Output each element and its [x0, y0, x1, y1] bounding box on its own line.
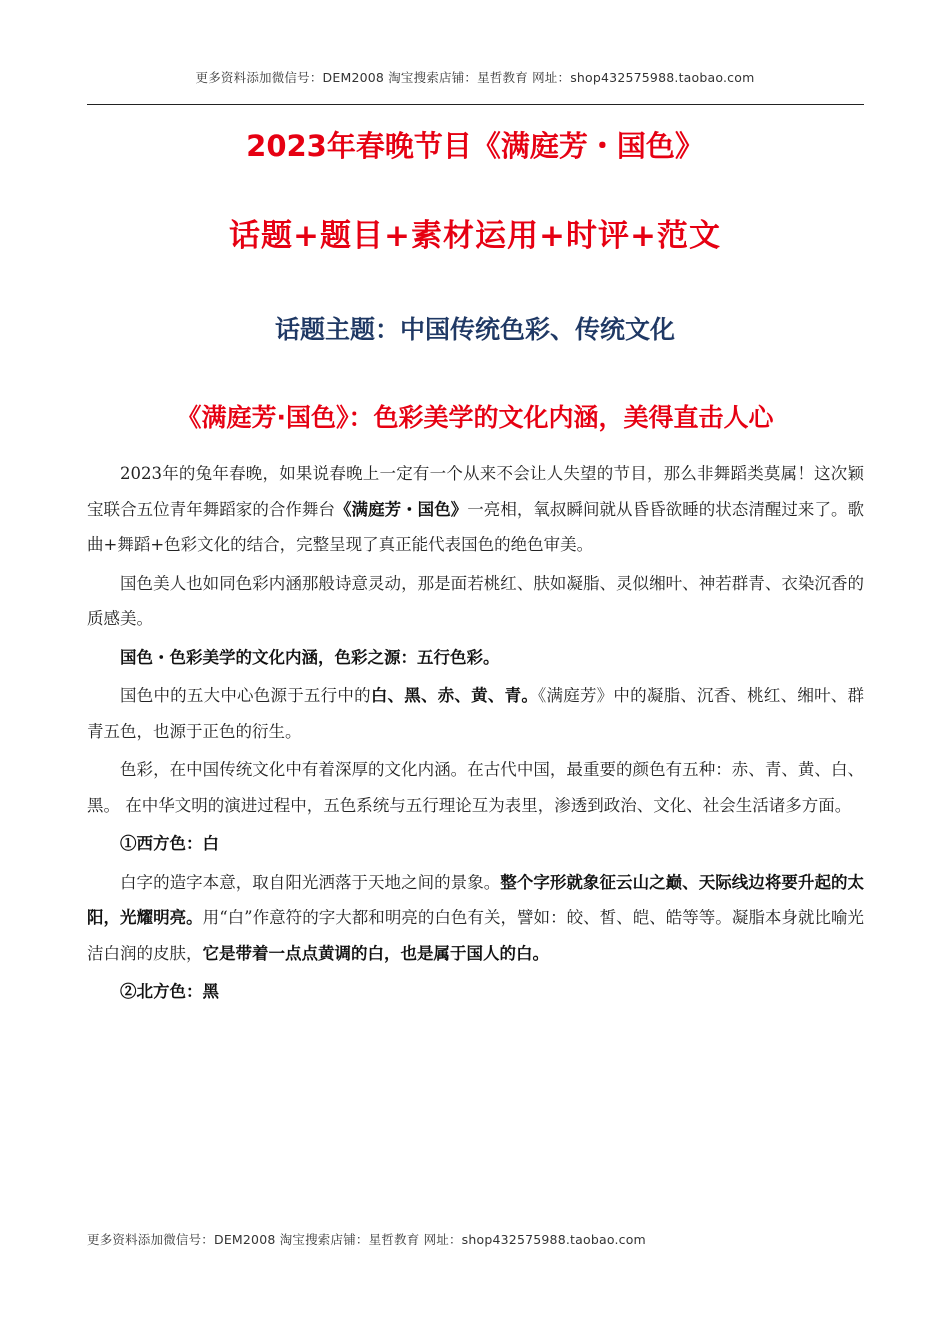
program-name-bold: 《满庭芳・国色》	[335, 499, 468, 519]
paragraph-2: 国色美人也如同色彩内涵那般诗意灵动，那是面若桃红、肤如凝脂、灵似缃叶、神若群青、衣染沉香的质感美。	[87, 573, 864, 628]
paragraph-4-text-a: 国色中的五大中心色源于五行中的	[120, 686, 371, 705]
subheading-west-white-text: ①西方色：白	[120, 834, 219, 853]
paragraph-7-bold-d: 它是带着一点点黄调的白，也是属于国人的白。	[202, 943, 549, 963]
paragraph-5: 色彩，在中国传统文化中有着深厚的文化内涵。在古代中国，最重要的颜色有五种：赤、青、黄、白、黑。 在中华文明的演进过程中，五色系统与五行理论互为表里，渗透到政治、文化、社会生活诸多方面。	[87, 760, 864, 815]
paragraph-7-bold-b: 整个字形就象征云山之巅、天际线边将要升起的太阳，光耀明亮。	[87, 872, 865, 927]
document-title: 2023年春晚节目《满庭芳・国色》	[246, 129, 704, 163]
page-header: 更多资料添加微信号：DEM2008 淘宝搜索店铺：星哲教育 网址：shop432575988.taobao.com	[195, 70, 755, 85]
paragraph-1-text-a: 2023年的兔年春晚，如果说春晚上一定有一个从来不会让人失望的节目，那么非舞蹈类莫属！这次颖宝联合五位青年舞蹈家的合作舞台	[87, 464, 864, 519]
article-body	[87, 456, 864, 1013]
paragraph-1	[87, 456, 864, 563]
paragraph-4-text-c: 《满庭芳》中的凝脂、沉香、桃红、缃叶、群青五色，也源于正色的衍生。	[87, 686, 865, 741]
paragraph-7-text-c: 用“白”作意符的字大都和明亮的白色有关，譬如：皎、皙、皑、皓等等。凝脂本身就比喻光洁白润的皮肤，	[87, 908, 864, 963]
paragraph-1-text-c: 一亮相，氧叔瞬间就从昏昏欲睡的状态清醒过来了。歌曲+舞蹈+色彩文化的结合，完整呈现了真正能代表国色的绝色审美。	[87, 499, 865, 554]
page-footer: 更多资料添加微信号：DEM2008 淘宝搜索店铺：星哲教育 网址：shop432575988.taobao.com	[87, 1232, 646, 1247]
subheading-west-white	[87, 826, 864, 862]
paragraph-3-text: 国色・色彩美学的文化内涵，色彩之源：五行色彩。	[120, 647, 500, 667]
paragraph-4	[87, 678, 864, 749]
five-colors-bold: 白、黑、赤、黄、青。	[370, 686, 539, 705]
paragraph-7-text-a: 白字的造字本意，取自阳光洒落于天地之间的景象。	[120, 872, 501, 892]
document-subtitle-line: 话题+题目+素材运用+时评+范文	[229, 218, 721, 254]
topic-heading: 话题主题：中国传统色彩、传统文化	[274, 315, 675, 344]
header-divider	[87, 104, 864, 105]
section-heading: 《满庭芳·国色》：色彩美学的文化内涵，美得直击人心	[176, 403, 774, 432]
subheading-north-black	[87, 974, 864, 1010]
subheading-north-black-text: ②北方色：黑	[120, 982, 219, 1001]
paragraph-3-bold	[87, 640, 864, 676]
paragraph-7	[87, 865, 864, 972]
